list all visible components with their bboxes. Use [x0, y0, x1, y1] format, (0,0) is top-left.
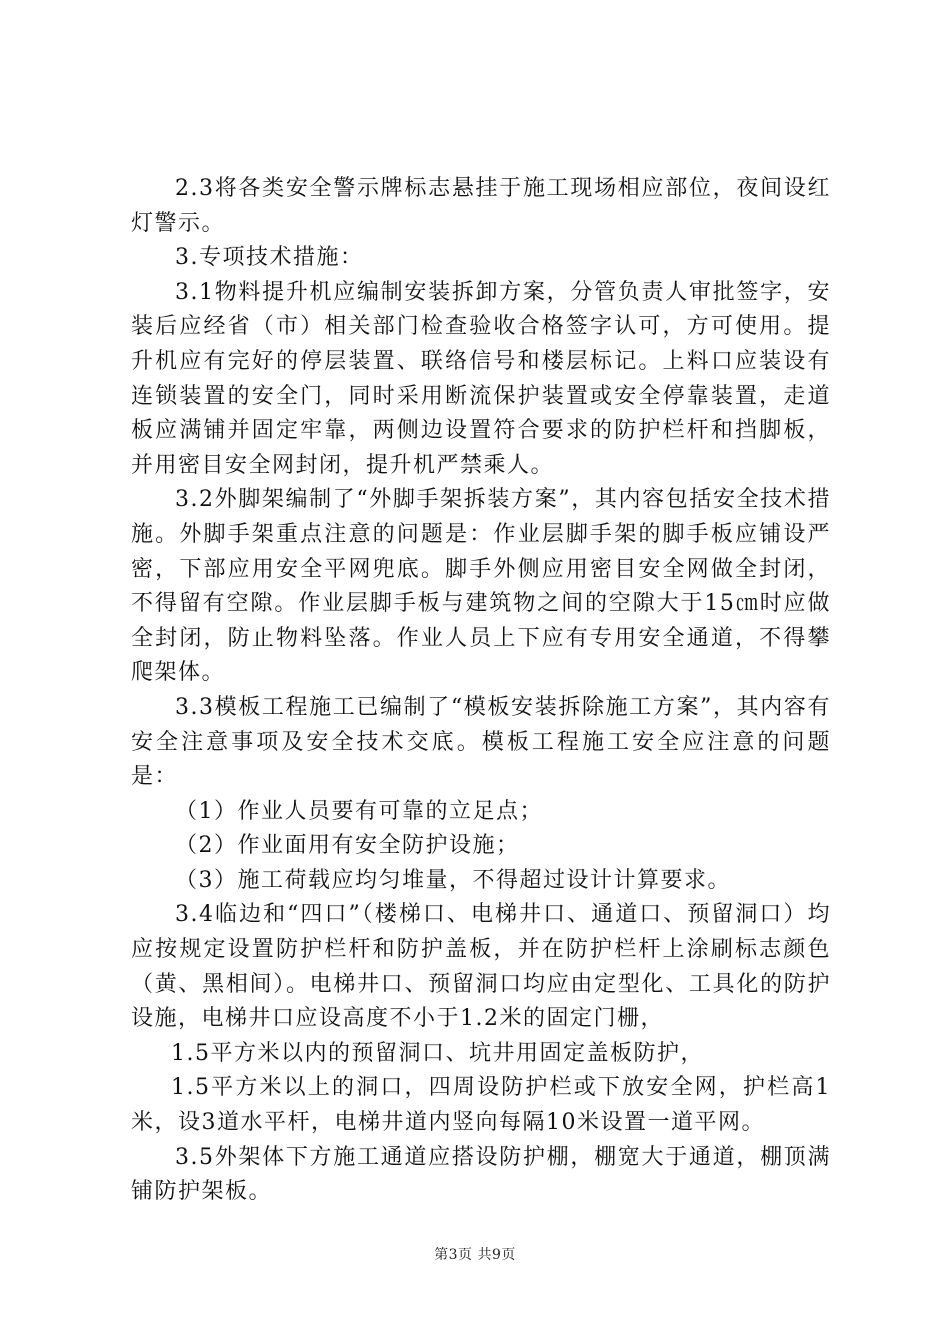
paragraph-3-1: 3.1物料提升机应编制安装拆卸方案，分管负责人审批签字，安装后应经省（市）相关部门检查验收合格签字认可，方可使用。提升机应有完好的停层装置、联络信号和楼层标记。上料口应装设有连锁装置的安全门，同时采用断流保护装置或安全停靠装置，走道板应满铺并固定牢靠，两侧边设置符合要求的防护栏杆和挡脚板，并用密目安全网封闭，提升机严禁乘人。: [131, 279, 831, 478]
list-item-2: （2）作业面用有安全防护设施；: [175, 833, 520, 859]
paragraph-3-2: 3.2外脚架编制了“外脚手架拆装方案”，其内容包括安全技术措施。外脚手架重点注意的问题是：作业层脚手架的脚手板应铺设严密，下部应用安全平网兜底。脚手外侧应用密目安全网做全封闭，不得留有空隙。作业层脚手板与建筑物之间的空隙大于15㎝时应做全封闭，防止物料坠落。作业人员上下应有专用安全通道，不得攀爬架体。: [131, 487, 831, 686]
page-footer: 第3页 共9页: [434, 1247, 516, 1263]
paragraph-hole-small: 1.5平方米以内的预留洞口、坑井用固定盖板防护，: [171, 1040, 704, 1066]
paragraph-2-3: 2.3将各类安全警示牌标志悬挂于施工现场相应部位，夜间设红灯警示。: [131, 176, 831, 236]
paragraph-hole-large: 1.5平方米以上的洞口，四周设防护栏或下放安全网，护栏高1米，设3道水平杆，电梯井道内竖向每隔10米设置一道平网。: [131, 1075, 831, 1136]
heading-special-measures: 3.专项技术措施：: [175, 245, 364, 271]
list-item-3: （3）施工荷载应均匀堆量，不得超过设计计算要求。: [175, 867, 731, 893]
paragraph-3-4: 3.4临边和“四口”（楼梯口、电梯井口、通道口、预留洞口）均应按规定设置防护栏杆和防护盖板，并在防护栏杆上涂刷标志颜色（黄、黑相间）。电梯井口、预留洞口均应由定型化、工具化的防护设施，电梯井口应设高度不小于1.2米的固定门栅，: [131, 902, 831, 1032]
document-body: [131, 172, 831, 1210]
paragraph-3-5: 3.5外架体下方施工通道应搭设防护棚，棚宽大于通道，棚顶满铺防护架板。: [131, 1144, 831, 1205]
paragraph-3-3: 3.3模板工程施工已编制了“模板安装拆除施工方案”，其内容有安全注意事项及安全技术交底。模板工程施工安全应注意的问题是：: [131, 694, 831, 790]
list-item-1: （1）作业人员要有可靠的立足点；: [175, 798, 543, 824]
